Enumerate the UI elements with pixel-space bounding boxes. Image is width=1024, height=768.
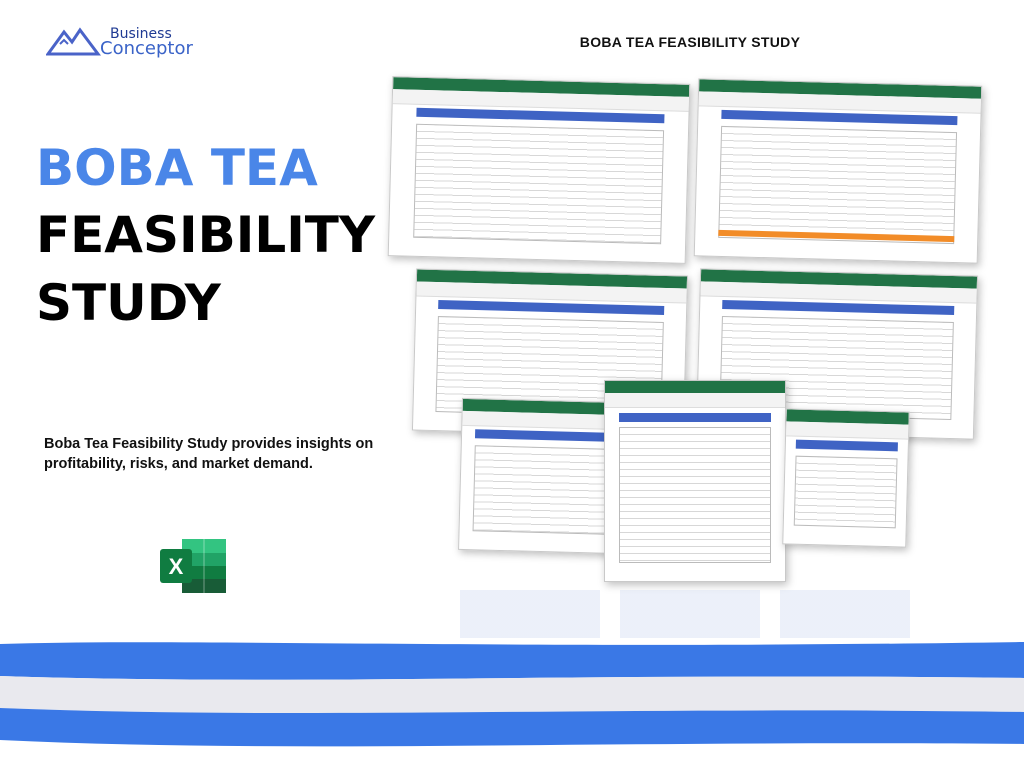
spreadsheet-screenshot-1: [388, 76, 691, 264]
decorative-stripes: [0, 636, 1024, 768]
description-text: Boba Tea Feasibility Study provides insights on profitability, risks, and market demand.: [44, 436, 374, 472]
spreadsheet-screenshot-6: [604, 380, 786, 582]
hero-line-2: FEASIBILITY: [36, 206, 376, 264]
excel-icon: [160, 537, 228, 595]
hero-title: [36, 135, 375, 337]
hero-line-3: STUDY: [36, 274, 221, 332]
logo-text-conceptor: Conceptor: [100, 38, 193, 59]
hero-line-1: BOBA TEA: [36, 139, 318, 197]
mountain-logo-icon: [46, 24, 104, 58]
spreadsheet-screenshot-2: [694, 78, 983, 263]
spreadsheet-screenshot-5: [458, 398, 624, 554]
screenshots-reflection: [450, 590, 910, 638]
spreadsheet-screenshot-7: [782, 408, 910, 547]
business-conceptor-logo: [46, 24, 206, 58]
logo-text-business: Business: [110, 26, 172, 42]
header-title: BOBA TEA FEASIBILITY STUDY: [579, 34, 801, 50]
svg-text:X: X: [168, 554, 184, 579]
